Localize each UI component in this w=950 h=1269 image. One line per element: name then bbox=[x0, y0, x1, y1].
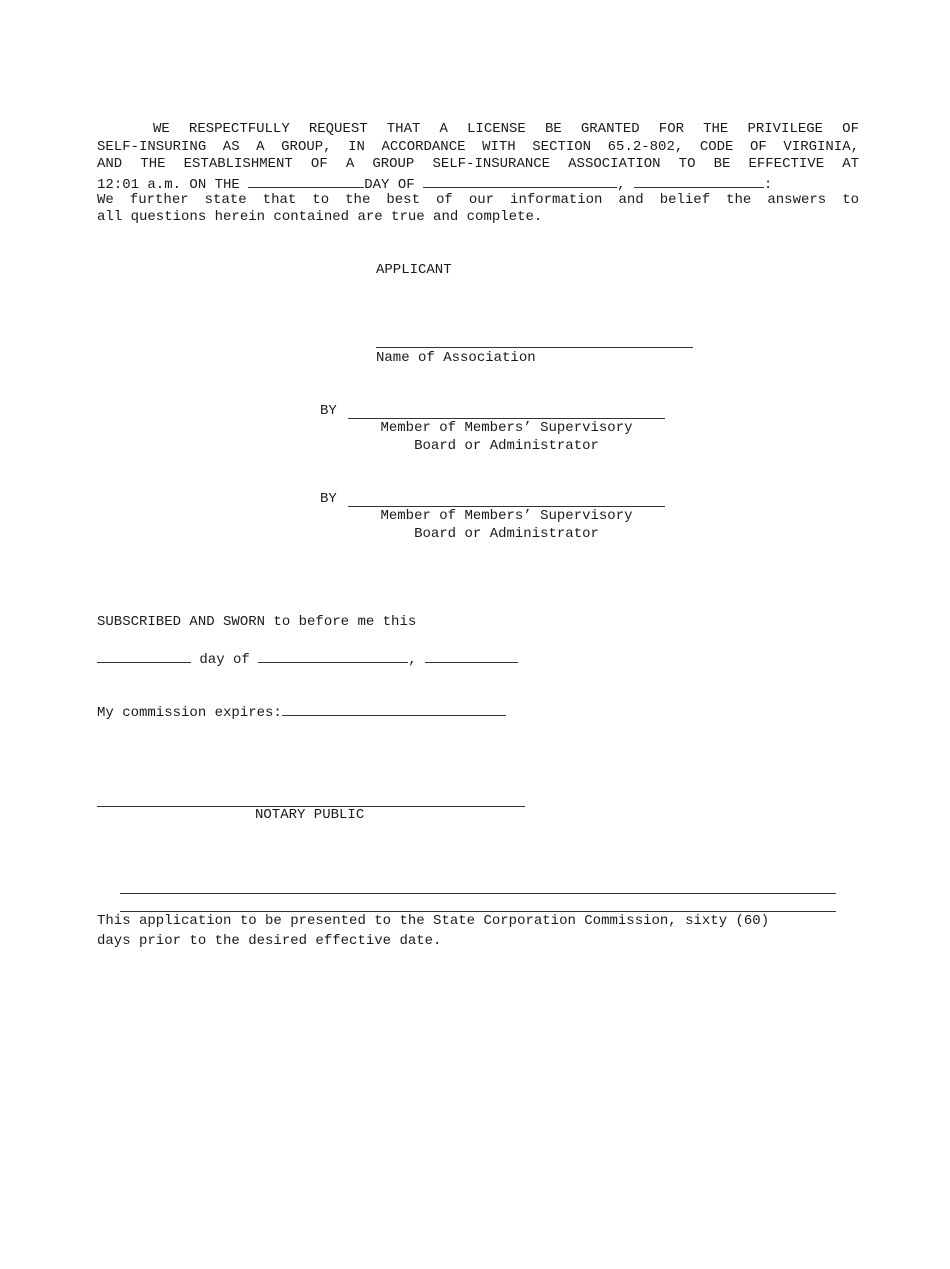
association-name-label: Name of Association bbox=[376, 350, 536, 366]
notary-day-field[interactable] bbox=[97, 649, 191, 663]
notary-day-of-label: day of bbox=[199, 652, 250, 668]
signature-line-2[interactable] bbox=[348, 506, 665, 507]
effective-year-field[interactable] bbox=[634, 174, 764, 188]
effective-date-line bbox=[97, 174, 772, 194]
commission-label: My commission expires: bbox=[97, 705, 282, 721]
notary-year-field[interactable] bbox=[425, 649, 518, 663]
comma: , bbox=[617, 177, 626, 193]
signature-line-1[interactable] bbox=[348, 418, 665, 419]
association-name-line[interactable] bbox=[376, 347, 693, 348]
effective-month-field[interactable] bbox=[423, 174, 617, 188]
commission-expires-field[interactable] bbox=[282, 702, 506, 716]
effective-day-field[interactable] bbox=[248, 174, 364, 188]
footer-note-line-1: This application to be presented to the State Corporation Commission, sixty (60) bbox=[97, 913, 770, 929]
commission-line bbox=[97, 702, 506, 722]
notary-comma: , bbox=[408, 652, 417, 668]
request-line-2: SELF-INSURING AS A GROUP, IN ACCORDANCE WITH SECTION 65.2-802, CODE OF VIRGINIA, bbox=[97, 139, 859, 155]
statement-line-2: all questions herein contained are true and complete. bbox=[97, 209, 543, 225]
effective-prefix: 12:01 a.m. ON THE bbox=[97, 177, 240, 193]
signer-title-1b: Board or Administrator bbox=[414, 438, 599, 454]
day-of-label: DAY OF bbox=[364, 177, 415, 193]
applicant-heading: APPLICANT bbox=[376, 262, 452, 278]
footer-note-line-2: days prior to the desired effective date. bbox=[97, 933, 442, 949]
signer-title-1a: Member of Members’ Supervisory bbox=[380, 420, 633, 436]
signer-title-2b: Board or Administrator bbox=[414, 526, 599, 542]
statement-line-1: We further state that to the best of our information and belief the answers to bbox=[97, 192, 859, 208]
sworn-text: SUBSCRIBED AND SWORN to before me this bbox=[97, 614, 417, 630]
colon: : bbox=[763, 177, 773, 193]
by-label-2: BY bbox=[320, 491, 337, 507]
signer-title-2a: Member of Members’ Supervisory bbox=[380, 508, 633, 524]
notary-date-line bbox=[97, 649, 518, 669]
by-label-1: BY bbox=[320, 403, 337, 419]
footer-rule-1 bbox=[120, 893, 836, 894]
footer-rule-2 bbox=[120, 911, 836, 912]
notary-public-label: NOTARY PUBLIC bbox=[255, 807, 365, 823]
request-line-1: WE RESPECTFULLY REQUEST THAT A LICENSE BE GRANTED FOR THE PRIVILEGE OF bbox=[153, 121, 859, 137]
request-line-3: AND THE ESTABLISHMENT OF A GROUP SELF-INSURANCE ASSOCIATION TO BE EFFECTIVE AT bbox=[97, 156, 859, 172]
notary-month-field[interactable] bbox=[258, 649, 408, 663]
